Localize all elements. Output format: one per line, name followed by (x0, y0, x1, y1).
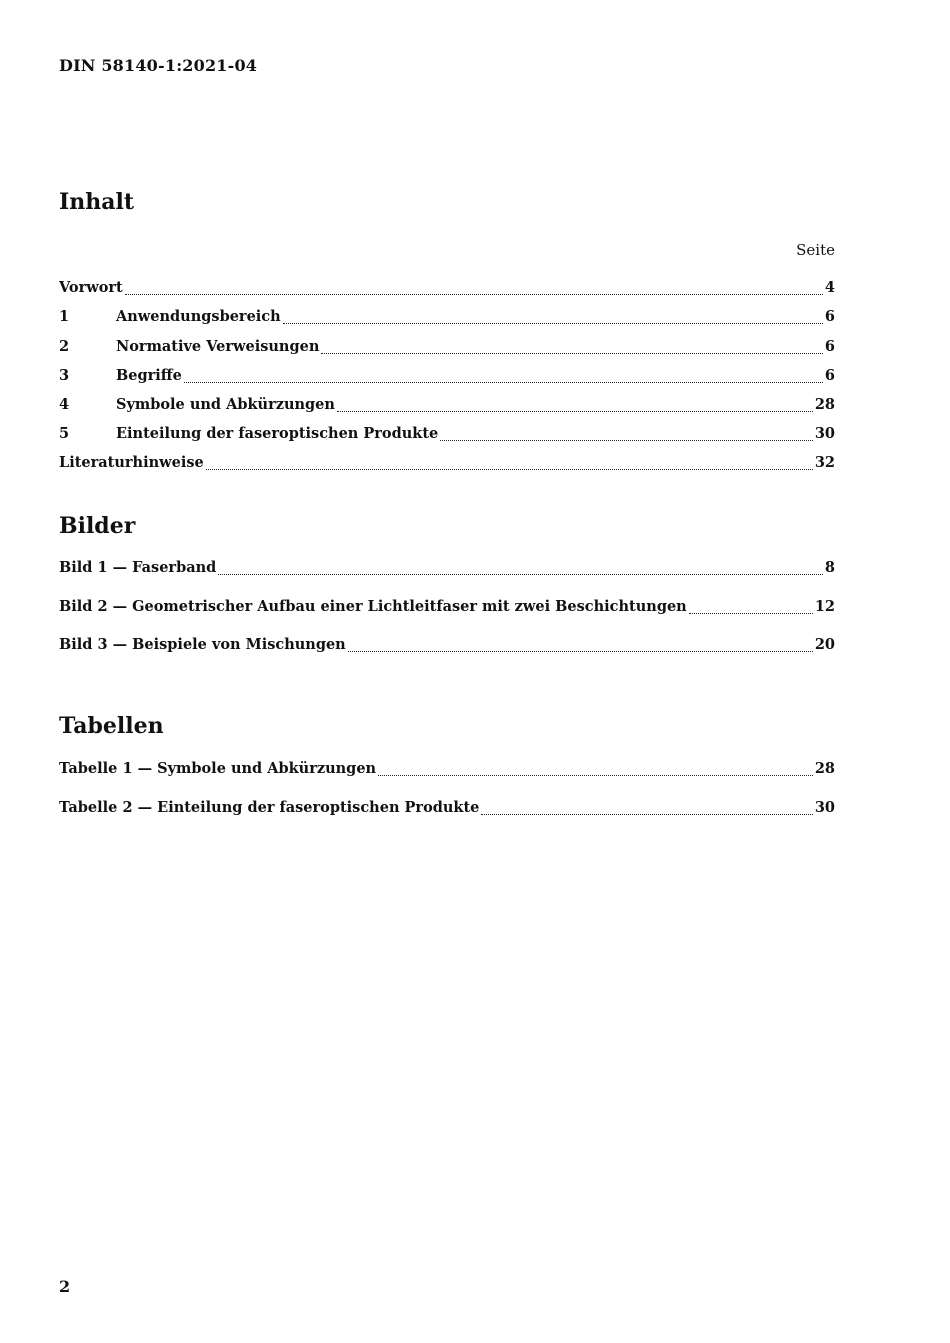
dot-leader (337, 401, 813, 415)
dot-leader (206, 459, 813, 473)
dot-leader (440, 430, 813, 444)
dot-leader (689, 603, 813, 617)
toc-entry-1[interactable] (59, 307, 835, 327)
toc-entry-text: Einteilung der faseroptischen Produkte (116, 425, 439, 442)
table-entry-page: 28 (814, 760, 835, 777)
figure-entry-2[interactable] (59, 597, 835, 617)
figure-entry-page: 20 (814, 636, 835, 653)
figures-heading: Bilder (59, 513, 136, 539)
toc-entry-number: 2 (59, 338, 70, 355)
dot-leader (348, 641, 813, 655)
toc-entry-5[interactable] (59, 424, 835, 444)
page-number: 2 (59, 1277, 71, 1296)
figure-entry-3[interactable] (59, 635, 835, 655)
toc-entry-4[interactable] (59, 395, 835, 415)
toc-entry-page: 28 (814, 396, 835, 413)
toc-entry-page: 6 (824, 367, 835, 384)
toc-entry-page: 6 (824, 308, 835, 325)
toc-entry-text: Literaturhinweise (59, 454, 204, 471)
toc-entry-text: Symbole und Abkürzungen (116, 396, 335, 413)
toc-entry-page: 6 (824, 338, 835, 355)
page-column-label: Seite (796, 241, 835, 259)
toc-entry-text: Anwendungsbereich (116, 308, 281, 325)
tables-heading: Tabellen (59, 713, 164, 739)
document-id: DIN 58140-1:2021-04 (59, 56, 258, 75)
toc-entry-page: 30 (814, 425, 835, 442)
figure-entry-page: 12 (814, 598, 835, 615)
toc-entry-vorwort[interactable] (59, 278, 835, 298)
toc-entry-text: Vorwort (59, 279, 123, 296)
table-entry-2[interactable] (59, 798, 835, 818)
figure-entry-text: Bild 2 — Geometrischer Aufbau einer Lichtleitfaser mit zwei Beschichtungen (59, 598, 687, 615)
table-entry-text: Tabelle 2 — Einteilung der faseroptischen Produkte (59, 799, 480, 816)
dot-leader (321, 343, 823, 357)
toc-entry-page: 32 (814, 454, 835, 471)
figure-entry-text: Bild 3 — Beispiele von Mischungen (59, 636, 346, 653)
dot-leader (283, 313, 823, 327)
toc-entry-text: Normative Verweisungen (116, 338, 320, 355)
toc-entry-2[interactable] (59, 337, 835, 357)
table-entry-text: Tabelle 1 — Symbole und Abkürzungen (59, 760, 377, 777)
dot-leader (125, 284, 823, 298)
dot-leader (378, 765, 813, 779)
dot-leader (218, 564, 823, 578)
dot-leader (481, 804, 812, 818)
figure-entry-text: Bild 1 — Faserband (59, 559, 217, 576)
contents-heading: Inhalt (59, 189, 135, 215)
toc-entry-page: 4 (824, 279, 835, 296)
table-entry-1[interactable] (59, 759, 835, 779)
dot-leader (184, 372, 823, 386)
toc-entry-number: 3 (59, 367, 70, 384)
figure-entry-1[interactable] (59, 558, 835, 578)
toc-entry-number: 5 (59, 425, 70, 442)
table-entry-page: 30 (814, 799, 835, 816)
toc-entry-number: 4 (59, 396, 70, 413)
toc-entry-literaturhinweise[interactable] (59, 453, 835, 473)
toc-entry-text: Begriffe (116, 367, 182, 384)
toc-entry-number: 1 (59, 308, 70, 325)
toc-entry-3[interactable] (59, 366, 835, 386)
figure-entry-page: 8 (824, 559, 835, 576)
